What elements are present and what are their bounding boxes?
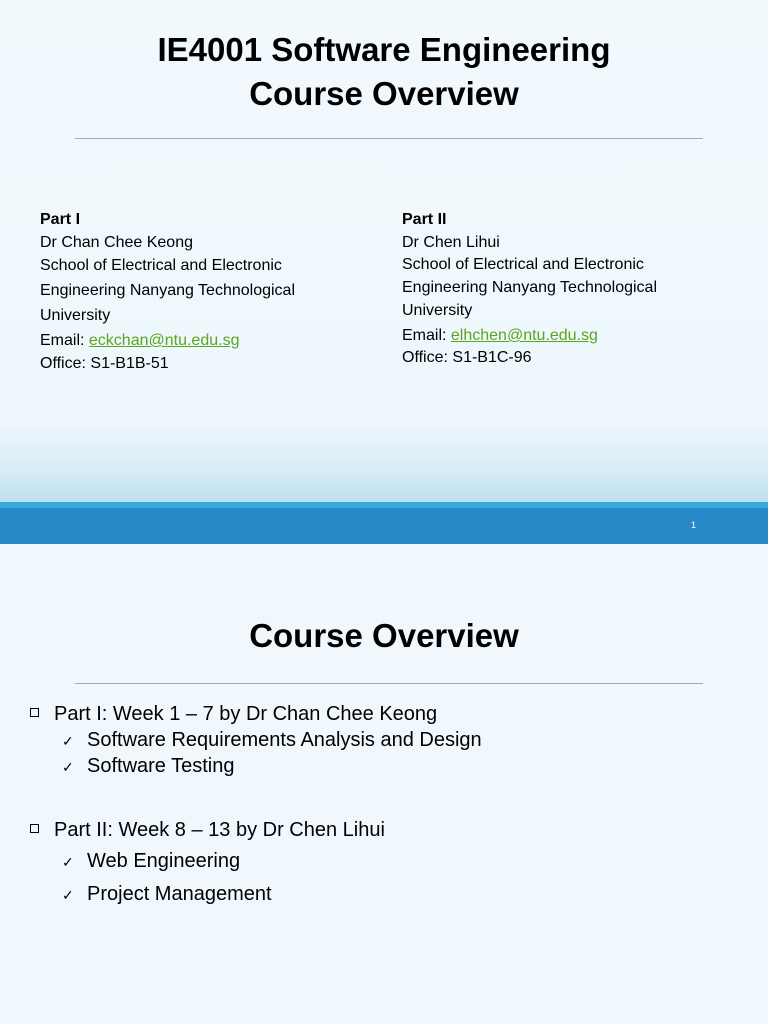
part-2-email-row — [402, 323, 732, 348]
title-line-1: IE4001 Software Engineering — [157, 31, 611, 68]
slide-2 — [0, 544, 768, 1024]
part-2-office: Office: S1-B1C-96 — [402, 349, 532, 366]
sub-list-item-text: Software Testing — [87, 755, 235, 777]
sub-list-item — [62, 729, 482, 752]
part-1-email-row — [40, 328, 370, 354]
sub-list-item — [62, 755, 235, 778]
page-number: 1 — [691, 520, 697, 530]
slide-1-title — [0, 28, 768, 116]
sub-list-item-text: Web Engineering — [87, 850, 241, 872]
part-1-heading: Part I — [40, 211, 81, 228]
checkmark-icon: ✓ — [62, 887, 74, 903]
sub-list-item-text: Project Management — [87, 883, 272, 905]
sub-list-item-text: Software Requirements Analysis and Design — [87, 729, 482, 751]
title-line-2: Course Overview — [249, 75, 519, 112]
checkmark-icon: ✓ — [62, 759, 74, 775]
square-bullet-icon — [30, 708, 39, 717]
part-2-affiliation-line-1: School of Electrical and Electronic — [402, 256, 644, 273]
part-1-affiliation-line-2: Engineering Nanyang Technological — [40, 282, 295, 299]
sub-list-item — [62, 850, 240, 873]
sub-list-item — [62, 883, 272, 906]
part-2-heading: Part II — [402, 211, 447, 228]
part-2-email-label: Email: — [402, 327, 447, 344]
list-item-text: Part II: Week 8 – 13 by Dr Chen Lihui — [54, 819, 385, 841]
square-bullet-icon — [30, 824, 39, 833]
part-2-email-link[interactable]: elhchen@ntu.edu.sg — [450, 327, 598, 344]
checkmark-icon: ✓ — [62, 733, 74, 749]
part-2-affiliation-line-3: University — [402, 302, 473, 319]
part-1-contact — [40, 208, 370, 374]
footer-band — [0, 508, 768, 544]
part-1-affiliation-line-3: University — [40, 307, 111, 324]
part-1-email-link[interactable]: eckchan@ntu.edu.sg — [88, 332, 240, 349]
part-1-affiliation-line-1: School of Electrical and Electronic — [40, 257, 282, 274]
part-2-affiliation-line-2: Engineering Nanyang Technological — [402, 279, 657, 296]
title-divider — [75, 138, 703, 139]
list-item-text: Part I: Week 1 – 7 by Dr Chan Chee Keong — [54, 703, 438, 725]
part-2-name: Dr Chen Lihui — [402, 234, 500, 251]
list-item — [30, 703, 437, 726]
part-2-contact — [402, 208, 732, 368]
list-item — [30, 819, 385, 842]
title-divider — [75, 683, 703, 684]
part-1-email-label: Email: — [40, 332, 85, 349]
part-1-office: Office: S1-B1B-51 — [40, 355, 169, 372]
part-1-name: Dr Chan Chee Keong — [40, 234, 193, 251]
slide-2-title: Course Overview — [249, 617, 519, 654]
checkmark-icon: ✓ — [62, 854, 74, 870]
